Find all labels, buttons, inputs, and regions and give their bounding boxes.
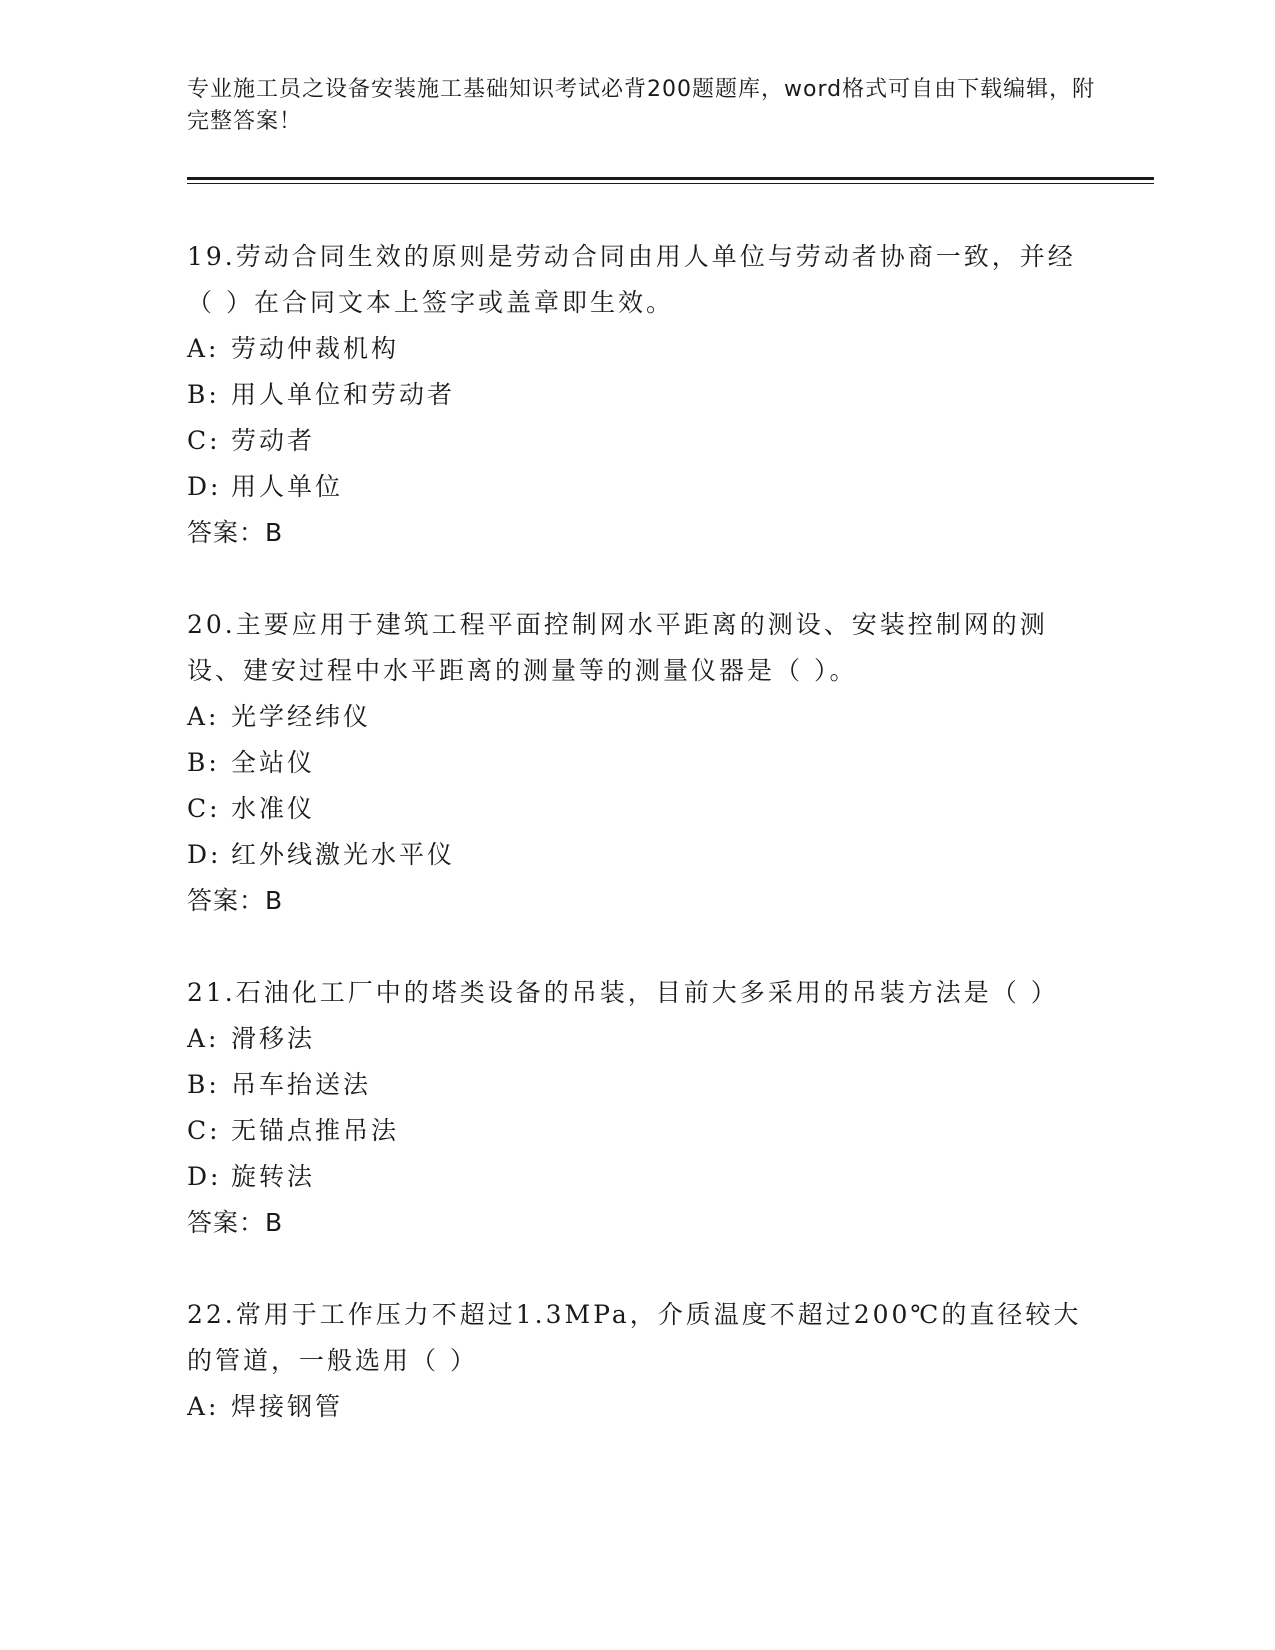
question-stem: 20.主要应用于建筑工程平面控制网水平距离的测设、安装控制网的测设、建安过程中水平距离的测量等的测量仪器是（ ）。 — [187, 610, 1048, 685]
option-letter: C: — [187, 426, 221, 455]
header-divider-thick — [187, 177, 1154, 180]
question-list — [187, 234, 1087, 1476]
option-text: 用人单位 — [231, 472, 344, 501]
document-header: 专业施工员之设备安装施工基础知识考试必背200题题库，word格式可自由下载编辑，附完整答案！ — [187, 77, 1096, 134]
answer-line: 答案：B — [187, 886, 284, 915]
option-text: 无锚点推吊法 — [231, 1116, 400, 1145]
answer-line: 答案：B — [187, 1208, 284, 1237]
option-text: 劳动者 — [231, 426, 316, 455]
question-stem: 21.石油化工厂中的塔类设备的吊装，目前大多采用的吊装方法是（ ） — [187, 978, 1059, 1007]
option-text: 水准仪 — [231, 794, 316, 823]
option-a — [187, 694, 1087, 740]
option-letter: B: — [187, 1070, 220, 1099]
option-d — [187, 832, 1087, 878]
option-letter: C: — [187, 794, 221, 823]
header-divider-thin — [187, 183, 1154, 184]
option-text: 用人单位和劳动者 — [231, 380, 456, 409]
question-20 — [187, 602, 1087, 924]
option-b — [187, 1062, 1087, 1108]
option-letter: A: — [187, 1024, 220, 1053]
option-text: 红外线激光水平仪 — [231, 840, 456, 869]
option-letter: A: — [187, 334, 220, 363]
option-letter: D: — [187, 472, 222, 501]
option-letter: A: — [187, 702, 220, 731]
question-stem: 22.常用于工作压力不超过1.3MPa，介质温度不超过200℃的直径较大的管道，一般选用（ ） — [187, 1300, 1082, 1375]
option-c — [187, 786, 1087, 832]
question-stem: 19.劳动合同生效的原则是劳动合同由用人单位与劳动者协商一致，并经（ ）在合同文本上签字或盖章即生效。 — [187, 242, 1076, 317]
option-text: 全站仪 — [231, 748, 316, 777]
option-text: 滑移法 — [231, 1024, 316, 1053]
option-letter: B: — [187, 380, 220, 409]
option-letter: C: — [187, 1116, 221, 1145]
question-19 — [187, 234, 1087, 556]
option-text: 劳动仲裁机构 — [231, 334, 400, 363]
option-a — [187, 1016, 1087, 1062]
option-a — [187, 1384, 1087, 1430]
option-c — [187, 418, 1087, 464]
option-text: 光学经纬仪 — [231, 702, 372, 731]
option-text: 吊车抬送法 — [231, 1070, 372, 1099]
option-letter: D: — [187, 840, 222, 869]
option-letter: A: — [187, 1392, 220, 1421]
option-d — [187, 464, 1087, 510]
answer-line: 答案：B — [187, 518, 284, 547]
option-b — [187, 372, 1087, 418]
option-letter: B: — [187, 748, 220, 777]
question-22 — [187, 1292, 1087, 1430]
option-letter: D: — [187, 1162, 222, 1191]
option-text: 焊接钢管 — [231, 1392, 344, 1421]
option-c — [187, 1108, 1087, 1154]
question-21 — [187, 970, 1087, 1246]
option-d — [187, 1154, 1087, 1200]
option-a — [187, 326, 1087, 372]
option-text: 旋转法 — [231, 1162, 316, 1191]
option-b — [187, 740, 1087, 786]
